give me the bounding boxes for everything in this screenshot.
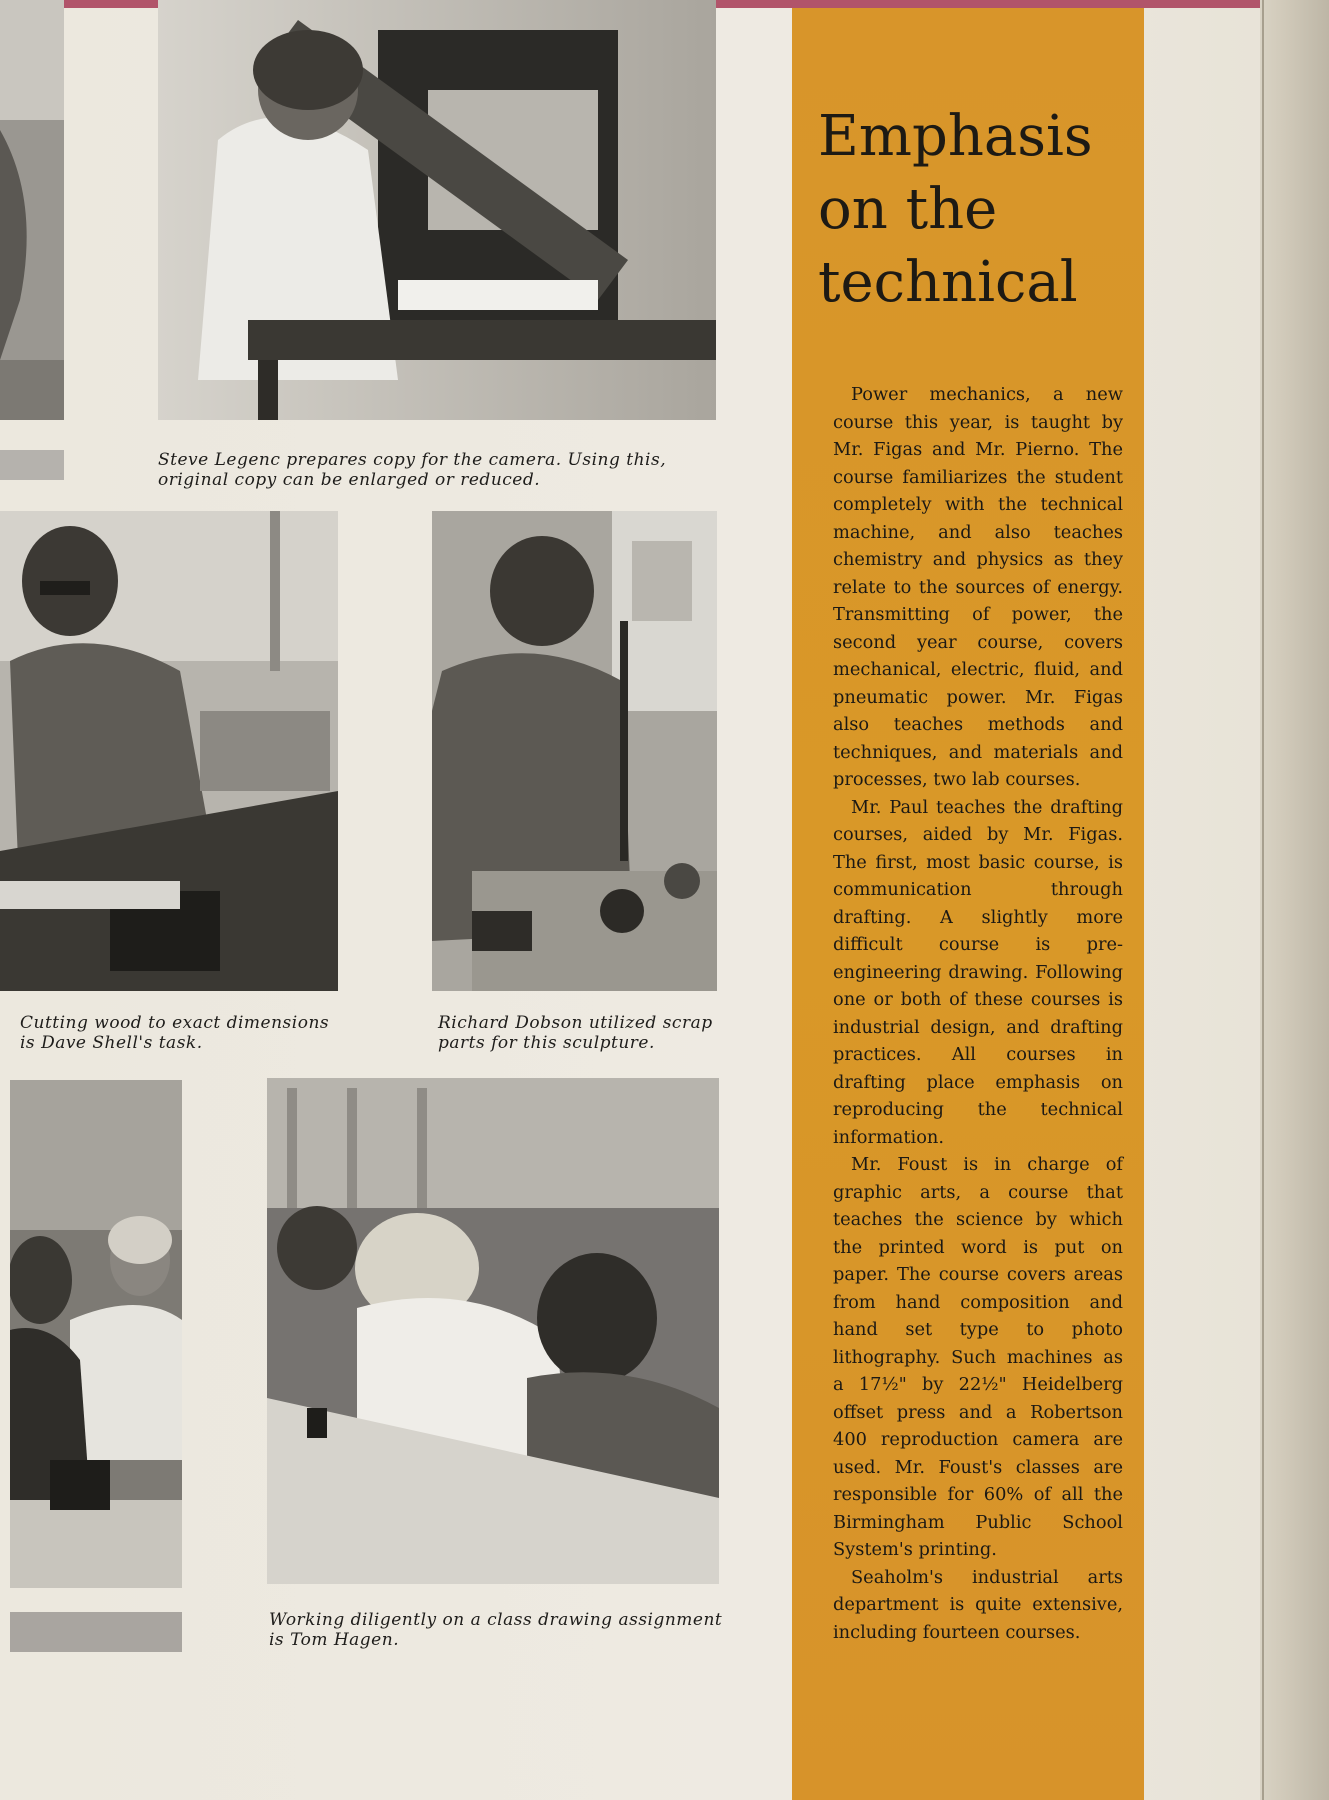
photo-sculpture: [432, 511, 717, 991]
caption-drawing-line-2: is Tom Hagen.: [269, 1630, 400, 1650]
paragraph-drafting: Mr. Paul teaches the drafting courses, aided by Mr. Figas. The first, most basic course, is communication through drafting. A slightly more difficult course is pre-engineering drawing. Following one or both of these courses is industrial design, and drafting practices. All courses in drafting place emphasis on reproducing the technical information.: [833, 796, 1123, 1148]
caption-camera: [158, 450, 728, 490]
caption-sculpture-line-2: parts for this sculpture.: [438, 1033, 655, 1053]
page-fold-line: [1262, 0, 1264, 1800]
photo-camera-copy: [158, 0, 716, 420]
left-grey-tab-1: [0, 450, 64, 480]
paragraph-power-mechanics: Power mechanics, a new course this year, is taught by Mr. Figas and Mr. Pierno. The course familiarizes the student completely with the technical machine, and also teaches chemistry and physics as they relate to the sources of energy. Transmitting of power, the second year course, covers mechanical, electric, fluid, and pneumatic power. Mr. Figas also teaches methods and techniques, and materials and processes, two lab courses.: [833, 384, 1123, 790]
paragraph-summary: Seaholm's industrial arts department is quite extensive, including fourteen courses.: [833, 1566, 1123, 1643]
next-page-edge: [1260, 0, 1329, 1800]
article-body: [833, 381, 1123, 1646]
caption-wood: [20, 1013, 350, 1053]
heading-line-3: technical: [818, 250, 1078, 315]
caption-drawing-line-1: Working diligently on a class drawing assignment: [269, 1610, 723, 1630]
heading-line-2: on the: [818, 177, 998, 242]
caption-sculpture-line-1: Richard Dobson utilized scrap: [438, 1013, 713, 1033]
caption-wood-line-2: is Dave Shell's task.: [20, 1033, 203, 1053]
paragraph-graphic-arts: Mr. Foust is in charge of graphic arts, a course that teaches the science by which the printed word is put on paper. The course covers areas from hand composition and hand set type to photo lithography. Such machines as a 17½" by 22½" Heidelberg offset press and a Robertson 400 reproduction camera are used. Mr. Foust's classes are responsible for 60% of all the Birmingham Public School System's printing.: [833, 1154, 1123, 1560]
photo-class-drawing: [267, 1078, 719, 1584]
caption-wood-line-1: Cutting wood to exact dimensions: [20, 1013, 330, 1033]
partial-photo-top-left: [0, 0, 64, 420]
photo-students-partial: [10, 1080, 182, 1588]
article-heading: [818, 100, 1128, 319]
caption-camera-line-1: Steve Legenc prepares copy for the camera. Using this,: [158, 450, 667, 470]
caption-drawing: [269, 1610, 739, 1650]
caption-camera-line-2: original copy can be enlarged or reduced.: [158, 470, 541, 490]
caption-sculpture: [438, 1013, 728, 1053]
heading-line-1: Emphasis: [818, 104, 1093, 169]
left-grey-tab-2: [10, 1612, 182, 1652]
photo-cutting-wood: [0, 511, 338, 991]
